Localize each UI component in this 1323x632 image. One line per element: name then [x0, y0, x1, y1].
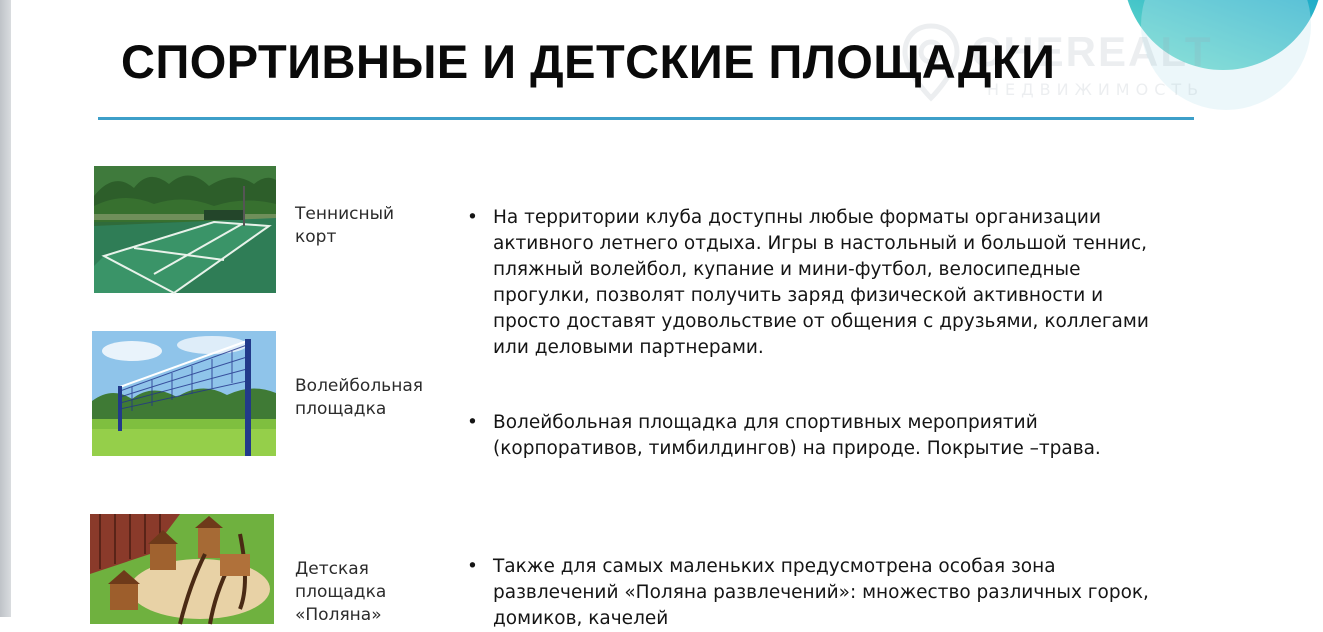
- bullet-playground-text: Также для самых маленьких предусмотрена особая зона развлечений «Поляна развлечений»: множество различных горок, домиков, качелей: [493, 556, 1149, 629]
- bullet-volleyball: [467, 410, 1167, 462]
- bullet-volleyball-text: Волейбольная площадка для спортивных мероприятий (корпоративов, тимбилдингов) на природе. Покрытие –трава.: [493, 412, 1101, 459]
- playground-photo: [90, 514, 274, 624]
- bullet-marker: •: [467, 556, 478, 577]
- tennis-court-photo: [94, 166, 276, 293]
- corner-decoration-overlay: [1141, 0, 1311, 110]
- bullet-tennis-text: На территории клуба доступны любые форматы организации активного летнего отдыха. Игры в настольный и большой теннис, пляжный волейбол, купание и мини-футбол, велосипедные прогулки, позволят получить заряд физической активности и просто доставят удовольствие от общения с друзьями, коллегами или деловыми партнерами.: [493, 207, 1149, 358]
- slide-title: СПОРТИВНЫЕ И ДЕТСКИЕ ПЛОЩАДКИ: [121, 35, 1056, 88]
- bullet-playground: [467, 554, 1167, 632]
- playground-label: Детская площадка «Поляна»: [295, 559, 387, 625]
- viewer-left-strip: [0, 0, 11, 617]
- watermark-text: CHEREALT: [971, 28, 1213, 75]
- title-divider: [98, 117, 1194, 120]
- bullet-marker: •: [467, 412, 478, 433]
- volleyball-court-photo: [92, 331, 276, 456]
- presentation-slide: [11, 0, 1280, 629]
- tennis-court-label: Теннисный корт: [295, 204, 395, 247]
- volleyball-court-label: Волейбольная площадка: [295, 376, 423, 419]
- bullet-marker: •: [467, 207, 478, 228]
- watermark-subtext: НЕДВИЖИМОСТЬ: [987, 80, 1205, 99]
- bullet-tennis: [467, 205, 1167, 361]
